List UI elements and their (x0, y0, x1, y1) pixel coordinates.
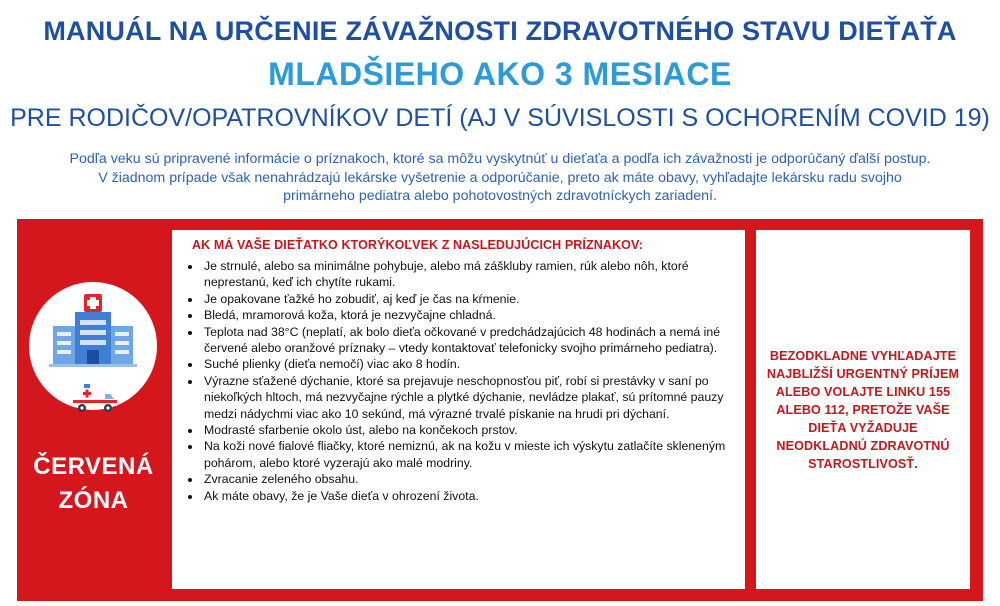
symptom-item: • Zvracanie zeleného obsahu. (202, 471, 735, 487)
symptom-item: • Teplota nad 38°C (neplatí, ak bolo dieťa očkované v predchádzajúcich 48 hodinách a nemá iné červené alebo oranžové príznaky – vtedy kontaktovať telefonicky svojho primárneho pediatra). (202, 324, 735, 357)
zone-label-line: ČERVENÁ (33, 453, 154, 480)
zone-label-line: ZÓNA (58, 487, 129, 514)
action-line: ALEBO 112, PRETOŽE VAŠE (776, 402, 950, 417)
symptom-item: • Je opakovane ťažké ho zobudiť, aj keď je čas na kŕmenie. (202, 291, 735, 307)
symptom-item: • Bledá, mramorová koža, ktorá je nezvyčajne chladná. (202, 307, 735, 323)
intro-line: V žiadnom prípade však nenahrádzajú lekárske vyšetrenie a odporúčanie, preto ak máte obavy, vyhľadajte lekársku radu svojho (98, 169, 902, 186)
symptoms-list (184, 258, 735, 504)
symptom-item: • Ak máte obavy, že je Vaše dieťa v ohrození života. (202, 488, 735, 504)
action-line: DIEŤA VYŽADUJE (808, 420, 918, 435)
manual-title: MANUÁL NA URČENIE ZÁVAŽNOSTI ZDRAVOTNÉHO STAVU DIEŤAŤA (43, 16, 957, 46)
intro-line: primárneho pediatra alebo pohotovostných zdravotníckych zariadení. (283, 188, 717, 204)
action-line: NEODKLADNÚ ZDRAVOTNÚ (776, 438, 950, 453)
action-line: ALEBO VOLAJTE LINKU 155 (775, 384, 951, 399)
action-line: STAROSTLIVOSŤ. (808, 456, 918, 471)
intro-line: Podľa veku sú pripravené informácie o príznakoch, ktoré sa môžu vyskytnúť u dieťaťa a podľa ich závažnosti je odporúčaný ďalší postup. (69, 151, 931, 167)
intro-paragraph (20, 150, 980, 206)
symptom-item: • Suché plienky (dieťa nemočí) viac ako 8 hodín. (202, 356, 735, 372)
action-line: NAJBLIŽŠÍ URGENTNÝ PRÍJEM (766, 366, 960, 381)
action-panel (756, 230, 970, 589)
age-group-title: MLADŠIEHO AKO 3 MESIACE (268, 56, 732, 92)
audience-subtitle: PRE RODIČOV/OPATROVNÍKOV DETÍ (AJ V SÚVISLOSTI S OCHORENÍM COVID 19) (10, 104, 990, 132)
symptom-item: • Výrazne sťažené dýchanie, ktoré sa prejavuje neschopnosťou piť, robí si prestávky v saní po niekoľkých hltoch, má nezvyčajne rýchle a plytké dýchanie, nevládze plakať, sú prítomné pauzy medzi nádychmi viac ako 10 sekúnd, má výrazné trvalé pískanie na hrudi pri dýchaní. (202, 373, 735, 422)
action-instructions (767, 347, 959, 473)
zone-label (17, 450, 170, 518)
symptoms-heading: AK MÁ VAŠE DIEŤATKO KTORÝKOĽVEK Z NASLEDUJÚCICH PRÍZNAKOV: (192, 238, 643, 252)
ambulance-icon (71, 382, 119, 414)
symptom-item: • Na koži nové fialové fliačky, ktoré nemiznú, ak na kožu v mieste ich výskytu zatlačíte skleneným pohárom, alebo ktoré vyzerajú ako malé modriny. (202, 438, 735, 471)
symptom-item: • Modrasté sfarbenie okolo úst, alebo na končekoch prstov. (202, 422, 735, 438)
action-line: BEZODKLADNE VYHĽADAJTE (769, 348, 957, 363)
symptoms-panel (172, 230, 745, 589)
symptom-item: • Je strnulé, alebo sa minimálne pohybuje, alebo má záškluby ramien, rúk alebo nôh, ktoré neprestanú, keď ich chytíte rukami. (202, 258, 735, 291)
